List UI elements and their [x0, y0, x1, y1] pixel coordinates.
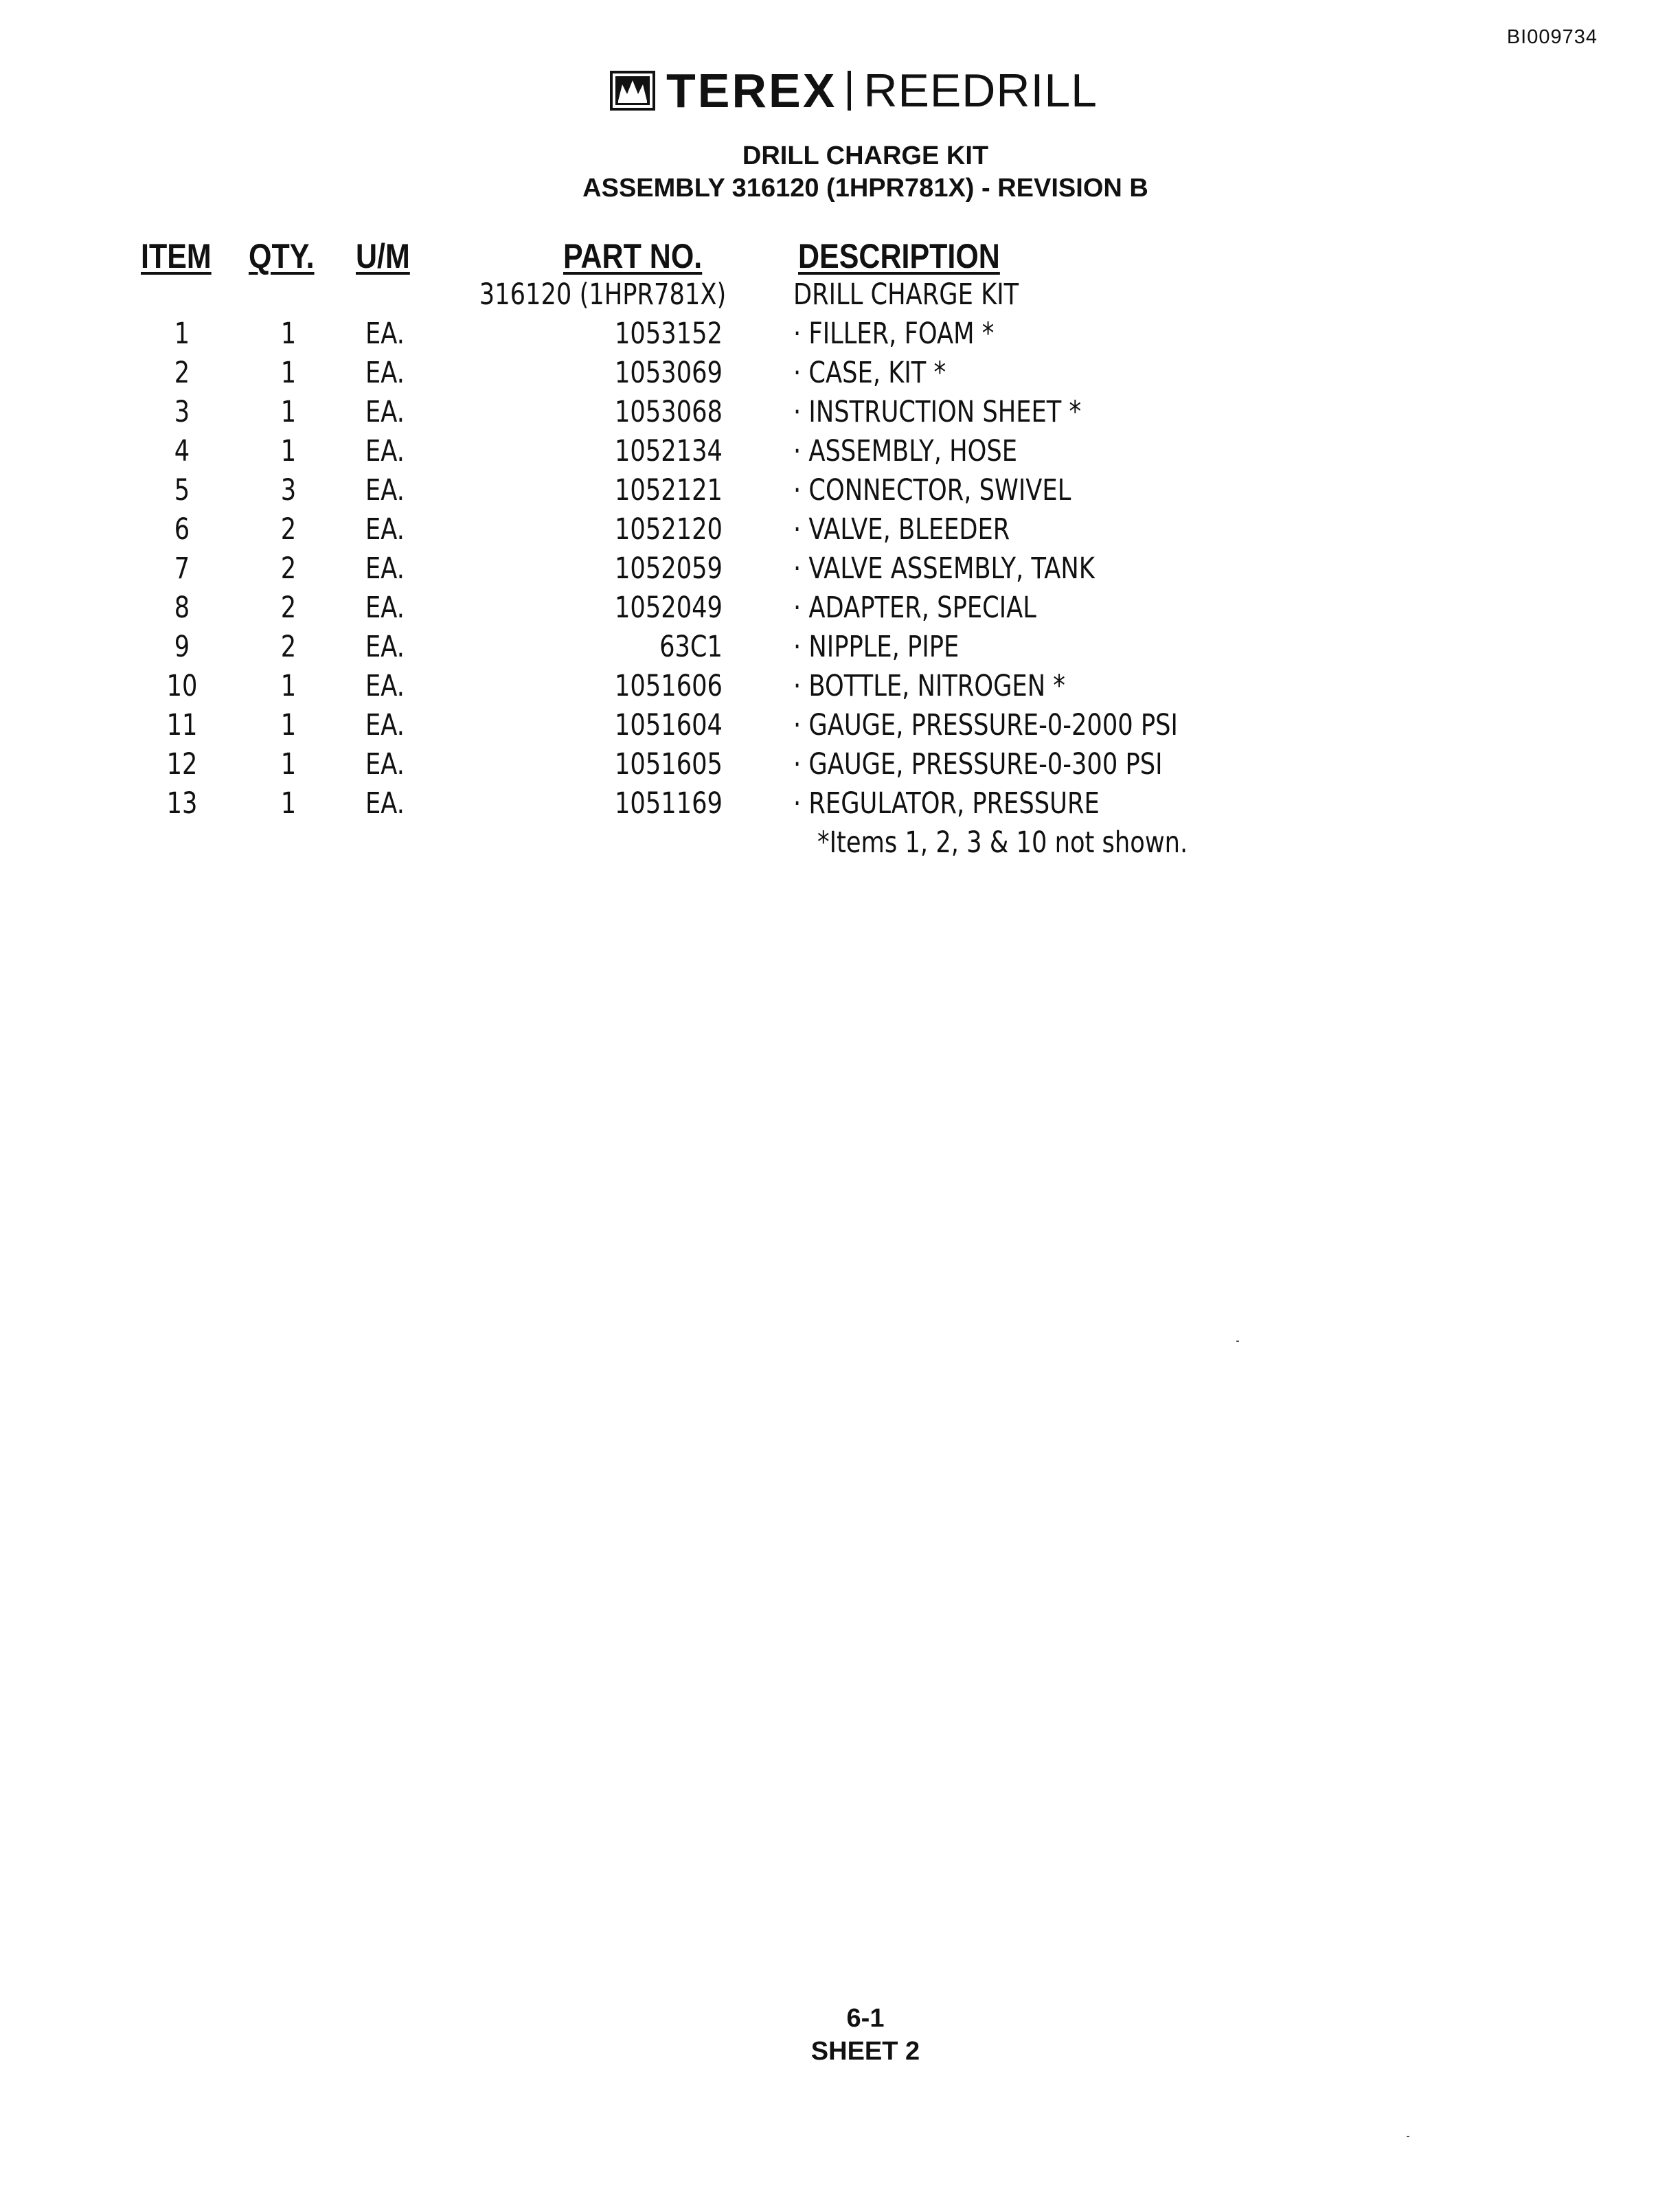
description-cell: · VALVE ASSEMBLY, TANK: [793, 551, 1095, 586]
item-cell: 7: [174, 551, 190, 586]
description-cell: · ASSEMBLY, HOSE: [793, 434, 1018, 468]
item-cell: 3: [174, 395, 190, 429]
description-cell: · REGULATOR, PRESSURE: [793, 786, 1100, 821]
part-no-cell: 1051606: [614, 669, 723, 703]
description-cell: · INSTRUCTION SHEET *: [793, 395, 1082, 429]
parts-table: [0, 277, 1680, 825]
table-row: [0, 512, 1680, 551]
item-cell: 11: [166, 708, 198, 742]
table-row: [0, 277, 1680, 317]
table-row: [0, 473, 1680, 512]
page-number: 6-1: [846, 2004, 885, 2033]
description-cell: · GAUGE, PRESSURE-0-2000 PSI: [793, 708, 1178, 742]
um-cell: EA.: [365, 434, 405, 468]
item-cell: 6: [174, 512, 190, 547]
description-cell: · CONNECTOR, SWIVEL: [793, 473, 1071, 508]
item-cell: 13: [166, 786, 198, 821]
document-id: BI009734: [1506, 26, 1598, 48]
item-cell: 4: [174, 434, 190, 468]
qty-cell: 2: [280, 551, 297, 586]
brand-name-reedrill: REEDRILL: [863, 65, 1098, 117]
table-row: [0, 317, 1680, 356]
header-item: ITEM: [141, 237, 212, 275]
table-row: [0, 786, 1680, 825]
um-cell: EA.: [365, 551, 405, 586]
description-cell: · GAUGE, PRESSURE-0-300 PSI: [793, 747, 1163, 782]
part-no-cell: 1053069: [614, 356, 723, 390]
table-row: [0, 434, 1680, 473]
table-row: [0, 395, 1680, 434]
qty-cell: 1: [280, 434, 297, 468]
part-no-cell: 63C1: [659, 630, 723, 664]
description-cell: · CASE, KIT *: [793, 356, 946, 390]
qty-cell: 1: [280, 356, 297, 390]
um-cell: EA.: [365, 669, 405, 703]
qty-cell: 2: [280, 591, 297, 625]
um-cell: EA.: [365, 317, 405, 351]
description-cell: · VALVE, BLEEDER: [793, 512, 1010, 547]
um-cell: EA.: [365, 356, 405, 390]
description-cell: DRILL CHARGE KIT: [793, 277, 1019, 312]
item-cell: 5: [174, 473, 190, 508]
item-cell: 8: [174, 591, 190, 625]
um-cell: EA.: [365, 747, 405, 782]
part-no-cell: 1052059: [614, 551, 723, 586]
brand-divider: [848, 71, 851, 111]
header-um: U/M: [356, 237, 410, 275]
part-no-cell: 1051605: [614, 747, 723, 782]
description-cell: · ADAPTER, SPECIAL: [793, 591, 1036, 625]
header-description: DESCRIPTION: [798, 237, 1000, 275]
part-no-cell: 316120 (1HPR781X): [479, 277, 727, 312]
table-row: [0, 630, 1680, 669]
header-part-no: PART NO.: [563, 237, 703, 275]
um-cell: EA.: [365, 473, 405, 508]
qty-cell: 1: [280, 317, 297, 351]
terex-emblem-icon: [610, 71, 655, 111]
um-cell: EA.: [365, 512, 405, 547]
item-cell: 12: [166, 747, 198, 782]
part-no-cell: 1052134: [614, 434, 723, 468]
table-row: [0, 708, 1680, 747]
part-no-cell: 1052049: [614, 591, 723, 625]
description-cell: · FILLER, FOAM *: [793, 317, 995, 351]
page-subtitle: ASSEMBLY 316120 (1HPR781X) - REVISION B: [582, 174, 1148, 203]
table-row: [0, 356, 1680, 395]
part-no-cell: 1053068: [614, 395, 723, 429]
sheet-number: SHEET 2: [810, 2037, 920, 2066]
qty-cell: 1: [280, 747, 297, 782]
page-title: DRILL CHARGE KIT: [742, 141, 989, 170]
qty-cell: 1: [280, 395, 297, 429]
um-cell: EA.: [365, 395, 405, 429]
part-no-cell: 1053152: [614, 317, 723, 351]
part-no-cell: 1052121: [614, 473, 723, 508]
table-row: [0, 591, 1680, 630]
description-cell: · NIPPLE, PIPE: [793, 630, 960, 664]
header-qty: QTY.: [249, 237, 315, 275]
part-no-cell: 1052120: [614, 512, 723, 547]
qty-cell: 2: [280, 630, 297, 664]
um-cell: EA.: [365, 630, 405, 664]
brand-logo: [0, 63, 1680, 118]
item-cell: 9: [174, 630, 190, 664]
qty-cell: 1: [280, 708, 297, 742]
qty-cell: 1: [280, 669, 297, 703]
table-row: [0, 551, 1680, 591]
qty-cell: 1: [280, 786, 297, 821]
item-cell: 10: [166, 669, 198, 703]
item-cell: 2: [174, 356, 190, 390]
part-no-cell: 1051604: [614, 708, 723, 742]
scan-speck: [1236, 1341, 1239, 1342]
table-row: [0, 669, 1680, 708]
qty-cell: 2: [280, 512, 297, 547]
description-cell: · BOTTLE, NITROGEN *: [793, 669, 1065, 703]
footnote: *Items 1, 2, 3 & 10 not shown.: [817, 825, 1188, 860]
um-cell: EA.: [365, 591, 405, 625]
brand-name-terex: TEREX: [666, 64, 837, 117]
um-cell: EA.: [365, 786, 405, 821]
part-no-cell: 1051169: [614, 786, 723, 821]
table-row: [0, 747, 1680, 786]
item-cell: 1: [174, 317, 190, 351]
qty-cell: 3: [280, 473, 297, 508]
um-cell: EA.: [365, 708, 405, 742]
scan-speck: [1407, 2136, 1409, 2137]
